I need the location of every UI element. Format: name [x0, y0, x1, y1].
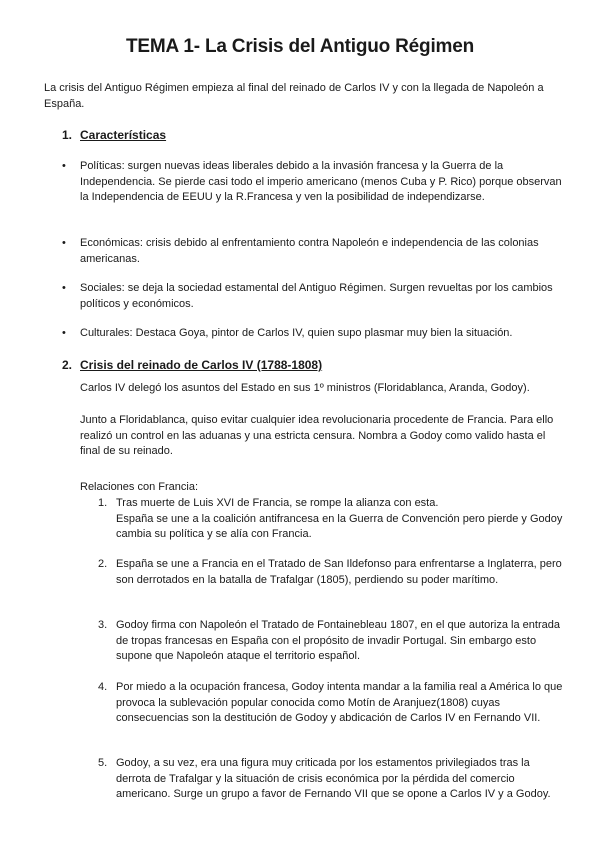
item-text: Godoy firma con Napoleón el Tratado de Fontainebleau 1807, en el que autoriza la entrada de tropas francesas en España con el propósito de invadir Portugal. Sin embargo esto supone que Napoleón ataque el territorio español. [116, 619, 560, 663]
page-title: TEMA 1- La Crisis del Antiguo Régimen [125, 36, 474, 57]
bullet-text: Políticas: surgen nuevas ideas liberales debido a la invasión francesa y la Guerra de la Independencia. Se pierde casi todo el imperio americano (menos Cuba y P. Rico) porque observan la Independencia de EEUU y la R.Francesa y ven la posibilidad de independizarse. [80, 160, 562, 204]
item-text-continued: España se une a la coalición antifrancesa en la Guerra de Convención pero pierde y Godoy cambia su política y se alía con Francia. [116, 512, 563, 541]
section-1-heading [62, 128, 166, 142]
section-1-number: 1. [62, 128, 73, 142]
bullet-dot: • [62, 237, 66, 249]
item-text: España se une a Francia en el Tratado de San Ildefonso para enfrentarse a Inglaterra, pero son derrotados en la batalla de Trafalgar (1805), perdiendo su poder marítimo. [116, 558, 562, 586]
item-number: 2. [98, 558, 108, 570]
bullet-text: Económicas: crisis debido al enfrentamiento contra Napoleón e independencia de las colonias americanas. [80, 237, 539, 265]
section-2-title: Crisis del reinado de Carlos IV (1788-1808) [80, 358, 323, 372]
section-2-paragraph-1: Carlos IV delegó los asuntos del Estado en sus 1º ministros (Floridablanca, Aranda, Godoy). [80, 382, 530, 394]
section-2-heading [62, 358, 322, 372]
bullet-text: Sociales: se deja la sociedad estamental del Antiguo Régimen. Surgen revueltas por los cambios políticos y económicos. [80, 282, 553, 310]
relations-label: Relaciones con Francia: [80, 481, 199, 493]
bullet-dot: • [62, 327, 66, 339]
item-text: Tras muerte de Luis XVI de Francia, se rompe la alianza con esta. [116, 497, 439, 509]
bullet-dot: • [62, 282, 66, 294]
item-text: Godoy, a su vez, era una figura muy criticada por los estamentos privilegiados tras la derrota de Trafalgar y la situación de crisis económica por la pérdida del comercio americano. Surge un grupo a favor de Fernando VII que se opone a Carlos IV y a Godoy. [116, 757, 551, 801]
item-number: 3. [98, 619, 108, 631]
item-text: Por miedo a la ocupación francesa, Godoy intenta mandar a la familia real a América lo que provoca la sublevación popular conocida como Motín de Aranjuez(1808) cuyas consecuencias son la destitución de Godoy y abdicación de Carlos IV en Fernando VII. [116, 681, 563, 725]
bullet-text: Culturales: Destaca Goya, pintor de Carlos IV, quien supo plasmar muy bien la situación. [80, 327, 513, 339]
section-2-paragraph-2: Junto a Floridablanca, quiso evitar cualquier idea revolucionaria procedente de Francia. Para ello realizó un control en las aduanas y una estricta censura. Nombra a Godoy como valido hasta el final de su reinado. [80, 414, 554, 458]
item-number: 4. [98, 681, 108, 693]
item-number: 5. [98, 757, 108, 769]
bullet-dot: • [62, 160, 66, 172]
section-2-number: 2. [62, 358, 73, 372]
intro-paragraph: La crisis del Antiguo Régimen empieza al final del reinado de Carlos IV y con la llegada de Napoleón a España. [44, 82, 544, 110]
section-1-title: Características [80, 128, 167, 142]
item-number: 1. [98, 497, 108, 509]
